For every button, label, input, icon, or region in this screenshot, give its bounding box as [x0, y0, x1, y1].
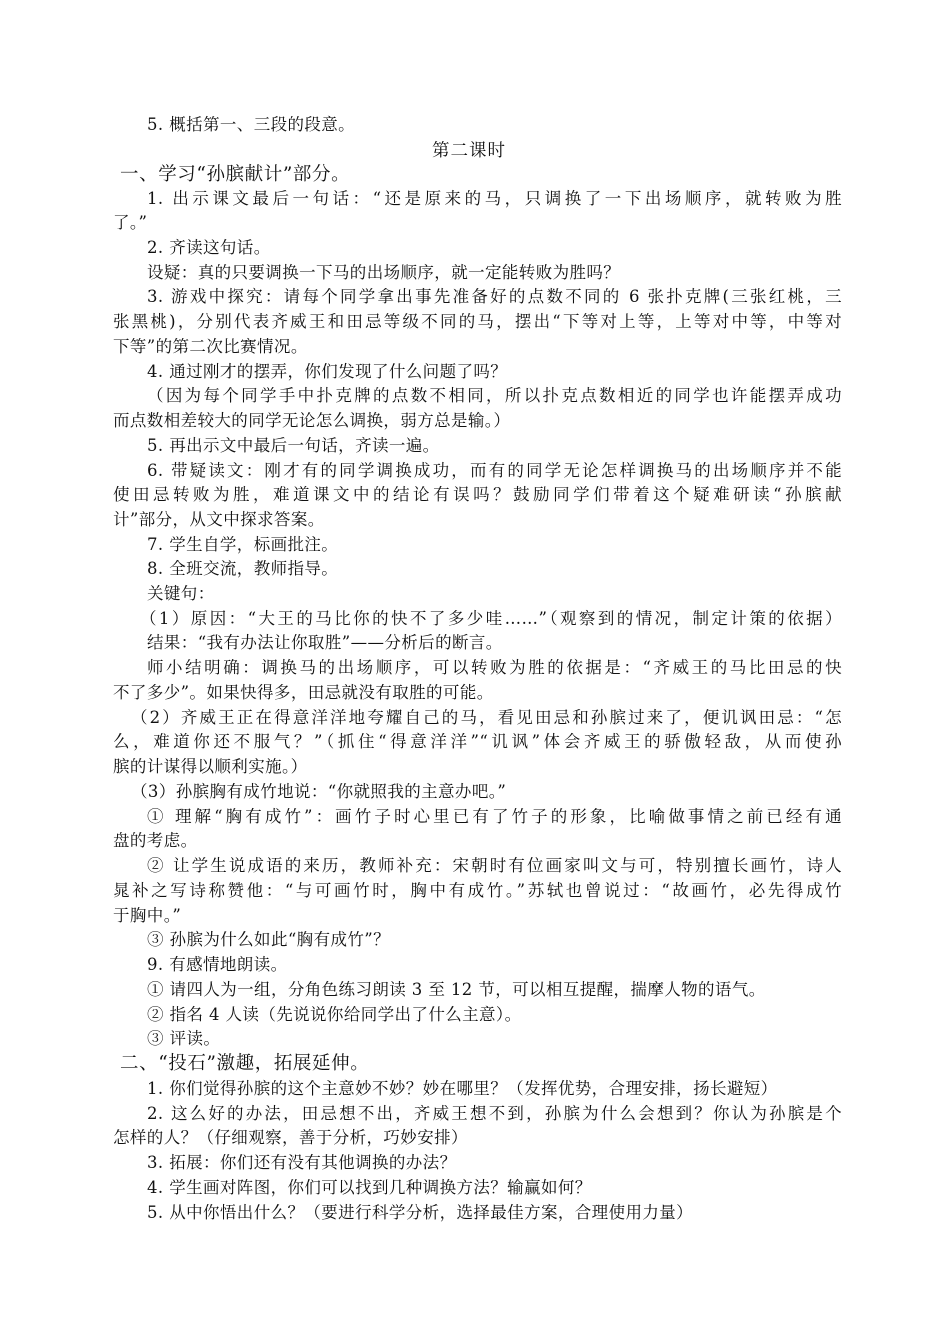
- text-line: 而点数相差较大的同学无论怎么调换，弱方总是输。）: [113, 411, 511, 430]
- text-line: 3. 游戏中探究：请每个同学拿出事先准备好的点数不同的 6 张扑克牌(三张红桃，三: [147, 287, 842, 306]
- text-line: 么，难道你还不服气？”（抓住“得意洋洋”“讥讽”体会齐威王的骄傲轻敌，从而使孙: [113, 732, 842, 751]
- text-line: 张黑桃)，分别代表齐威王和田忌等级不同的马，摆出“下等对上等，上等对中等，中等对: [113, 312, 842, 331]
- text-line: 8. 全班交流，教师指导。: [147, 559, 339, 578]
- text-line: 2. 齐读这句话。: [147, 238, 271, 257]
- text-line: 设疑：真的只要调换一下马的出场顺序，就一定能转败为胜吗？: [147, 263, 621, 282]
- text-line: （因为每个同学手中扑克牌的点数不相同，所以扑克点数相近的同学也许能摆弄成功: [147, 386, 842, 405]
- text-line: 4. 通过刚才的摆弄，你们发现了什么问题了吗？: [147, 362, 508, 381]
- text-line: ① 请四人为一组，分角色练习朗读 3 至 12 节，可以相互提醒，揣摩人物的语气。: [147, 980, 766, 999]
- text-line: （2）齐威王正在得意洋洋地夸耀自己的马，看见田忌和孙膑过来了，便讥讽田忌：“怎: [131, 708, 842, 727]
- text-line: 4. 学生画对阵图，你们可以找到几种调换方法？输赢如何？: [147, 1178, 592, 1197]
- text-line: 不了多少”。如果快得多，田忌就没有取胜的可能。: [113, 683, 494, 702]
- lesson-heading: 第二课时: [432, 141, 506, 161]
- text-line: 3. 拓展：你们还有没有其他调换的办法？: [147, 1153, 457, 1172]
- text-line: 计”部分，从文中探求答案。: [113, 510, 325, 529]
- text-line: 6. 带疑读文：刚才有的同学调换成功，而有的同学无论怎样调换马的出场顺序并不能: [147, 461, 842, 480]
- text-line: ③ 评读。: [147, 1029, 221, 1048]
- text-line: 结果：“我有办法让你取胜”——分析后的断言。: [147, 633, 503, 652]
- text-line: 7. 学生自学，标画批注。: [147, 535, 339, 554]
- text-line: 5. 再出示文中最后一句话，齐读一遍。: [147, 436, 440, 455]
- text-line: 师小结明确：调换马的出场顺序，可以转败为胜的依据是：“齐威王的马比田忌的快: [147, 658, 842, 677]
- text-line: ② 指名 4 人读（先说说你给同学出了什么主意）。: [147, 1005, 522, 1024]
- text-line: 怎样的人？（仔细观察，善于分析，巧妙安排）: [113, 1128, 468, 1147]
- text-line: 于胸中。”: [113, 906, 182, 925]
- text-line: ③ 孙膑为什么如此“胸有成竹”？: [147, 930, 391, 949]
- text-line: 关键句：: [147, 584, 215, 603]
- text-line: （3）孙膑胸有成竹地说：“你就照我的主意办吧。”: [131, 782, 507, 801]
- text-line: 下等”的第二次比赛情况。: [113, 337, 308, 356]
- text-line: （1）原因：“大王的马比你的快不了多少哇……”（观察到的情况，制定计策的依据）: [140, 609, 842, 628]
- text-line: 9. 有感情地朗读。: [147, 955, 288, 974]
- text-line: 5. 从中你悟出什么？（要进行科学分析，选择最佳方案，合理使用力量）: [147, 1203, 694, 1222]
- text-line: ② 让学生说成语的来历，教师补充：宋朝时有位画家叫文与可，特别擅长画竹，诗人: [147, 856, 842, 875]
- section-heading: 一、学习“孙膑献计”部分。: [120, 164, 351, 185]
- text-line: 了。”: [113, 213, 148, 232]
- text-line: 1. 出示课文最后一句话：“还是原来的马，只调换了一下出场顺序，就转败为胜: [147, 189, 842, 208]
- text-line: 5. 概括第一、三段的段意。: [147, 115, 356, 134]
- text-line: 2. 这么好的办法，田忌想不出，齐威王想不到，孙膑为什么会想到？你认为孙膑是个: [147, 1104, 842, 1123]
- section-heading: 二、“投石”激趣，拓展延伸。: [120, 1053, 370, 1074]
- text-line: ① 理解“胸有成竹”：画竹子时心里已有了竹子的形象，比喻做事情之前已经有通: [147, 807, 842, 826]
- text-line: 晁补之写诗称赞他：“与可画竹时，胸中有成竹。”苏轼也曾说过：“故画竹，必先得成竹: [113, 881, 842, 900]
- text-line: 膑的计谋得以顺利实施。）: [113, 757, 308, 776]
- text-line: 盘的考虑。: [113, 831, 198, 850]
- text-line: 使田忌转败为胜，难道课文中的结论有误吗？鼓励同学们带着这个疑难研读“孙膑献: [113, 485, 842, 504]
- text-line: 1. 你们觉得孙膑的这个主意妙不妙？妙在哪里？（发挥优势，合理安排，扬长避短）: [147, 1079, 778, 1098]
